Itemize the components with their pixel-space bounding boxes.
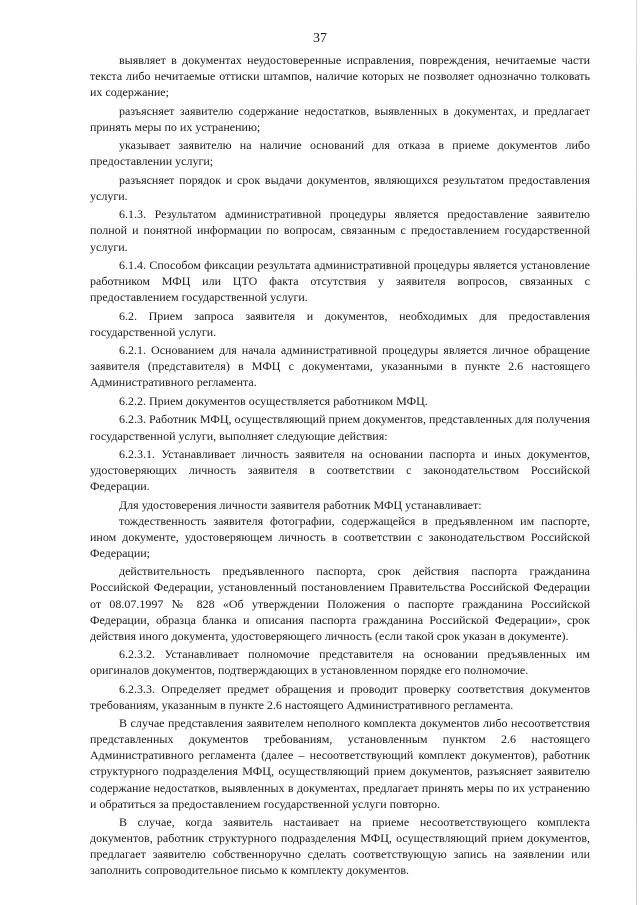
- paragraph: 6.2.3.1. Устанавливает личность заявителя на основании паспорта и иных документов, удостоверяющих личность заявителя в соответствии с законодательством Российской Федерации.: [90, 447, 590, 494]
- paragraph: разъясняет заявителю содержание недостатков, выявленных в документах, и предлагает принять меры по их устранению;: [90, 103, 590, 134]
- scan-edge: [636, 0, 637, 905]
- section-heading: 6.2. Прием запроса заявителя и документов, необходимых для предоставления государственной услуги.: [90, 308, 590, 339]
- paragraph: разъясняет порядок и срок выдачи документов, являющихся результатом предоставления услуги.: [90, 172, 590, 203]
- paragraph: 6.2.3. Работник МФЦ, осуществляющий прием документов, представленных для получения государственной услуги, выполняет следующие действия:: [90, 412, 591, 443]
- paragraph: выявляет в документах неудостоверенные исправления, повреждения, нечитаемые части текста либо нечитаемые оттиски штампов, наличие которых не позволяет однозначно толковать их содержание;: [90, 53, 590, 100]
- document-body: [90, 52, 590, 881]
- paragraph: 6.1.3. Результатом административной процедуры является предоставление заявителю полной и понятной информации по вопросам, связанным с предоставлением государственной услуги.: [90, 207, 590, 254]
- paragraph: В случае, когда заявитель настаивает на приеме несоответствующего комплекта документов, работник структурного подразделения МФЦ, осуществляющий прием документов, предлагает заявителю собственноручно сделать соответствующую запись на заявлении или заполнить сопроводительное письмо к комплекту документов.: [90, 815, 590, 878]
- paragraph: 6.2.3.2. Устанавливает полномочие представителя на основании предъявленных им оригиналов документов, подтверждающих в установленном порядке его полномочие.: [90, 647, 590, 678]
- paragraph: действительность предъявленного паспорта, срок действия паспорта гражданина Российской Федерации, установленный постановлением Правительства Российской Федерации от 08.07.1997 № 828 «Об утверждении Положения о паспорте гражданина Российской Федерации, образца бланка и описания паспорта гражданина Российской Федерации», срок действия иного документа, удостоверяющего личность (если такой срок указан в документе).: [90, 564, 590, 643]
- paragraph: 6.2.2. Прием документов осуществляется работником МФЦ.: [119, 393, 428, 408]
- paragraph: указывает заявителю на наличие оснований для отказа в приеме документов либо предоставлении услуги;: [90, 138, 590, 169]
- paragraph: тождественность заявителя фотографии, содержащейся в предъявленном им паспорте, ином документе, удостоверяющем личность в соответствии с законодательством Российской Федерации;: [90, 513, 590, 560]
- paragraph: 6.2.1. Основанием для начала административной процедуры является личное обращение заявителя (представителя) в МФЦ с документами, указанными в пункте 2.6 настоящего Административного регламента.: [90, 343, 590, 390]
- paragraph: 6.2.3.3. Определяет предмет обращения и проводит проверку соответствия документов требованиям, указанным в пункте 2.6 настоящего Административного регламента.: [90, 681, 590, 712]
- paragraph: В случае представления заявителем неполного комплекта документов либо несоответствия представленных документов требованиям, установленным пунктом 2.6 настоящего Административного регламента (далее – несоответствующий комплект документов), работник структурного подразделения МФЦ, осуществляющий прием документов, разъясняет заявителю содержание недостатков, выявленных в документах, предлагает принять меры по их устранению и обратиться за предоставлением государственной услуги повторно.: [90, 716, 590, 811]
- paragraph: 6.1.4. Способом фиксации результата административной процедуры является установление работником МФЦ или ЦТО факта отсутствия у заявителя вопросов, связанных с предоставлением государственной услуги.: [90, 258, 590, 305]
- paragraph: Для удостоверения личности заявителя работник МФЦ устанавливает:: [119, 497, 482, 512]
- page-number: 37: [313, 31, 327, 46]
